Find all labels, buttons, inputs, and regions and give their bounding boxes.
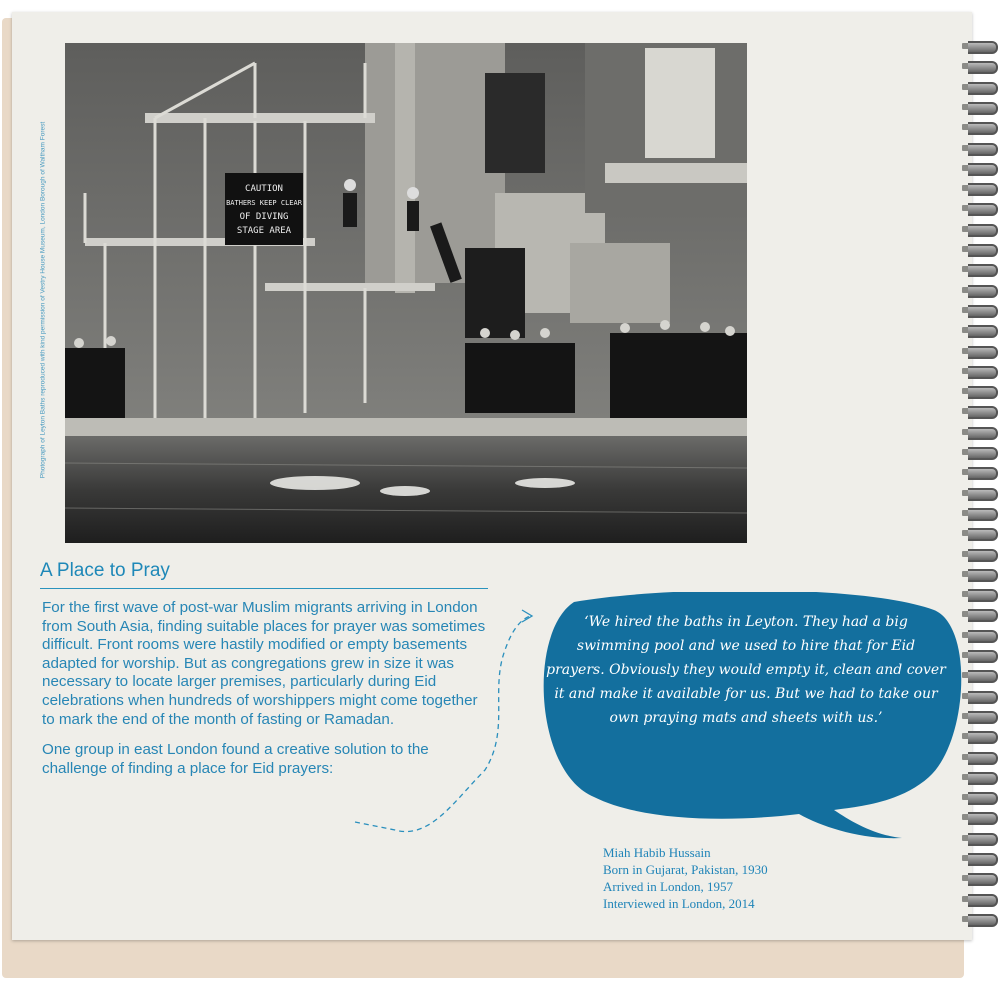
body-text [42,599,490,790]
spiral-ring [962,669,998,681]
spiral-ring [962,324,998,336]
spiral-ring [962,182,998,194]
spiral-ring [962,263,998,275]
photo-credit-text: Photograph of Leyton Baths reproduced with kind permission of Vestry House Museum, London Borough of Waltham Forest [39,121,47,479]
spiral-ring [962,872,998,884]
spiral-ring [962,507,998,519]
spiral-ring [962,629,998,641]
spiral-ring [962,345,998,357]
spiral-ring [962,121,998,133]
spiral-ring [962,385,998,397]
attribution-arrived: Arrived in London, 1957 [603,879,733,894]
diving-pool-illustration [65,43,747,543]
spiral-ring [962,162,998,174]
sign-line: CAUTION [245,184,283,194]
spiral-ring [962,852,998,864]
attribution-name: Miah Habib Hussain [603,845,711,860]
spiral-ring [962,202,998,214]
spiral-ring [962,771,998,783]
spiral-ring [962,730,998,742]
leyton-baths-photo [65,43,747,543]
spiral-ring [962,142,998,154]
spiral-ring [962,304,998,316]
attribution [603,844,768,912]
quote-text: ‘We hired the baths in Leyton. They had a big swimming pool and we used to hire that for Eid prayers. Obviously they would empty it, clean and cover it and make it available for us. But we had to take our own praying mats and sheets with us.’ [546,614,946,726]
spiral-ring [962,81,998,93]
body-paragraph-1: For the first wave of post-war Muslim migrants arriving in London from South Asia, finding suitable places for prayer was sometimes difficult. Front rooms were hastily modified or empty basements adapted for worship. But as congregations grew in size it was necessary to locate larger premises, particularly during Eid celebrations when hundreds of worshippers might come together to mark the end of the month of fasting or Ramadan. [42,599,486,728]
spiral-ring [962,101,998,113]
spiral-ring [962,588,998,600]
spiral-ring [962,60,998,72]
spiral-ring [962,405,998,417]
spiral-ring [962,243,998,255]
spiral-ring [962,568,998,580]
spiral-ring [962,913,998,925]
spiral-ring [962,527,998,539]
spiral-ring [962,466,998,478]
photo-credit [28,100,58,500]
spiral-ring [962,548,998,560]
sign-line: OF DIVING [239,212,289,222]
spiral-ring [962,223,998,235]
spiral-ring [962,608,998,620]
spiral-ring [962,811,998,823]
spiral-ring [962,284,998,296]
spiral-ring [962,751,998,763]
spiral-ring [962,426,998,438]
attribution-interviewed: Interviewed in London, 2014 [603,896,755,911]
attribution-born: Born in Gujarat, Pakistan, 1930 [603,862,768,877]
spiral-ring [962,893,998,905]
spiral-ring [962,649,998,661]
sign-line: STAGE AREA [236,226,292,236]
spiral-ring [962,710,998,722]
body-paragraph-2: One group in east London found a creative solution to the challenge of finding a place for Eid prayers: [42,741,429,777]
spiral-ring [962,487,998,499]
sign-line: BATHERS KEEP CLEAR [226,199,302,207]
spiral-ring [962,40,998,52]
spiral-ring [962,365,998,377]
section-heading: A Place to Pray [40,560,488,589]
spiral-ring [962,832,998,844]
spiral-ring [962,690,998,702]
spiral-ring [962,791,998,803]
spiral-binding [962,40,1000,940]
spiral-ring [962,446,998,458]
